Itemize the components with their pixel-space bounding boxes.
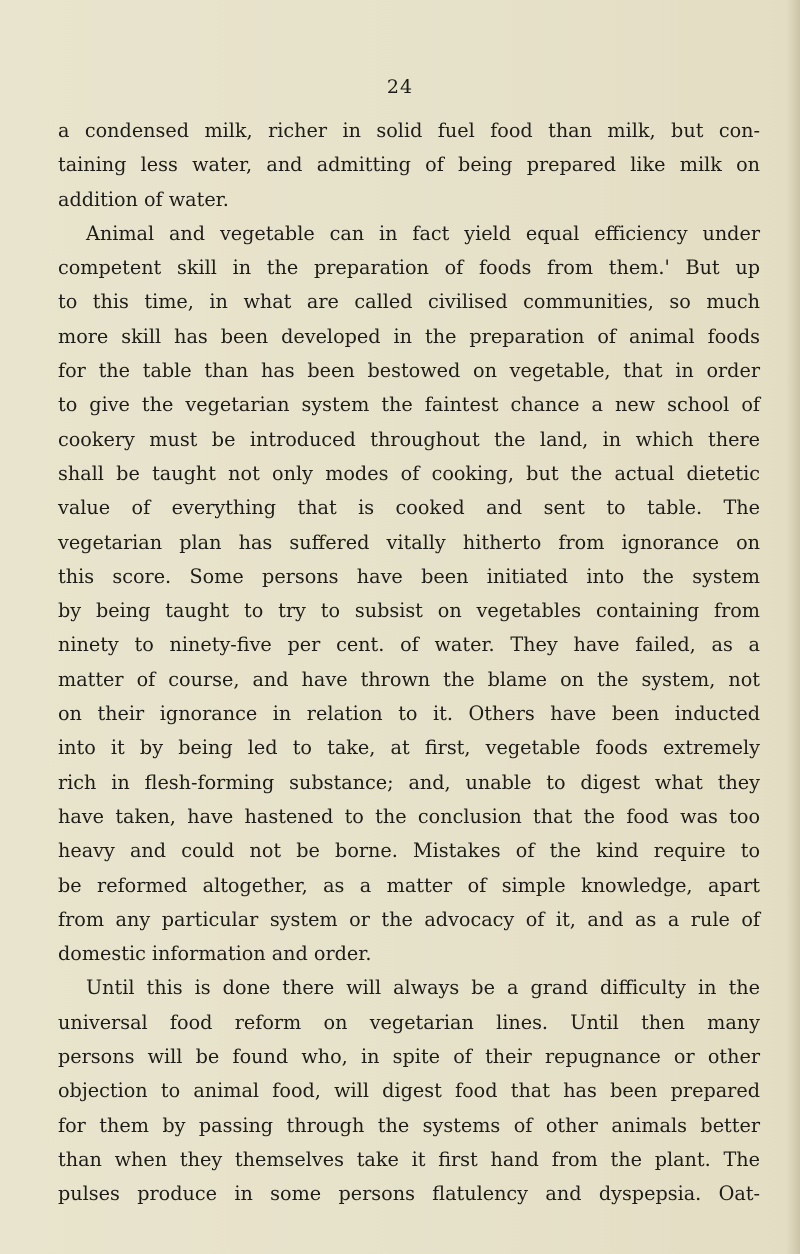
paragraph (58, 971, 760, 1211)
text-line: value of everything that is cooked and sent to table. The (58, 496, 760, 520)
text-line: pulses produce in some persons flatulency and dyspepsia. Oat- (58, 1182, 760, 1206)
text-line: Animal and vegetable can in fact yield equal efficiency under (86, 221, 760, 245)
text-line: persons will be found who, in spite of their repugnance or other (58, 1045, 760, 1069)
text-line: be reformed altogether, as a matter of simple knowledge, apart (58, 873, 760, 897)
text-line: rich in flesh-forming substance; and, unable to digest what they (58, 770, 760, 794)
text-line: for them by passing through the systems of other animals better (58, 1113, 760, 1137)
text-line: ninety to ninety-five per cent. of water. They have failed, as a (58, 633, 760, 657)
text-line: heavy and could not be borne. Mistakes of the kind require to (58, 839, 760, 863)
page-number: 24 (386, 76, 414, 98)
text-line: than when they themselves take it first hand from the plant. The (58, 1147, 760, 1171)
page-edge-shadow (786, 0, 800, 1254)
text-line: vegetarian plan has suffered vitally hitherto from ignorance on (58, 530, 760, 554)
text-line: into it by being led to take, at first, vegetable foods extremely (58, 736, 760, 760)
text-line: universal food reform on vegetarian lines. Until then many (58, 1010, 760, 1034)
text-line: competent skill in the preparation of foods from them.' But up (58, 256, 760, 280)
text-line: on their ignorance in relation to it. Others have been inducted (58, 702, 760, 726)
body-text (58, 114, 760, 1212)
text-line: from any particular system or the advocacy of it, and as a rule of (58, 907, 760, 931)
text-line: addition of water. (58, 187, 229, 211)
text-line: Until this is done there will always be a grand difficulty in the (86, 976, 760, 1000)
text-line: matter of course, and have thrown the blame on the system, not (58, 667, 760, 691)
text-line: a condensed milk, richer in solid fuel food than milk, but con- (58, 119, 760, 142)
text-line: domestic information and order. (58, 942, 372, 966)
text-line: taining less water, and admitting of being prepared like milk on (58, 153, 760, 177)
text-line: for the table than has been bestowed on vegetable, that in order (58, 359, 760, 383)
text-line: to give the vegetarian system the faintest chance a new school of (58, 393, 760, 417)
text-line: more skill has been developed in the preparation of animal foods (58, 324, 760, 348)
text-line: objection to animal food, will digest food that has been prepared (58, 1079, 760, 1103)
text-line: cookery must be introduced throughout the land, in which there (58, 427, 760, 451)
text-line: by being taught to try to subsist on vegetables containing from (58, 599, 760, 623)
paragraph (58, 114, 760, 217)
text-line: have taken, have hastened to the conclusion that the food was too (58, 804, 760, 828)
text-line: to this time, in what are called civilised communities, so much (58, 290, 760, 314)
text-line: shall be taught not only modes of cooking, but the actual dietetic (58, 461, 760, 485)
paragraph (58, 217, 760, 972)
text-line: this score. Some persons have been initiated into the system (58, 564, 760, 588)
